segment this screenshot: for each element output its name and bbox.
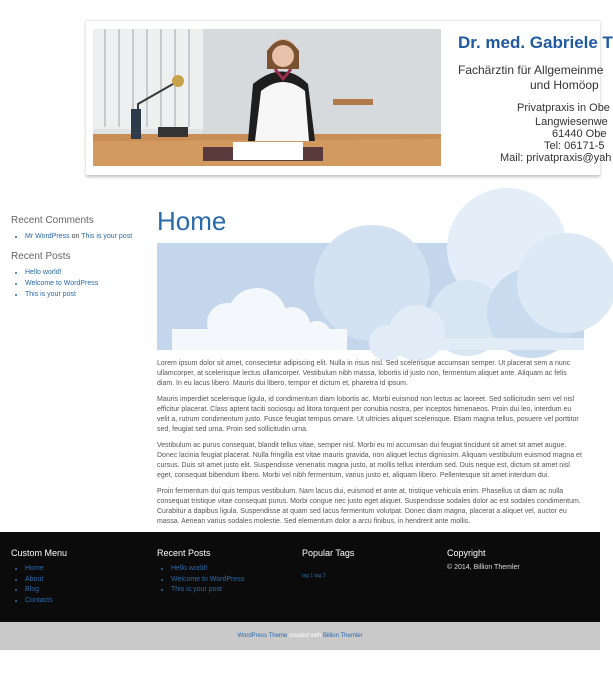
copyright-text: © 2014, Billion Themler — [447, 564, 520, 571]
bottom-bar — [0, 622, 600, 650]
footer-menu-list — [11, 564, 151, 606]
list-item — [25, 575, 151, 586]
footer-recent-posts — [157, 548, 297, 596]
address-line-2: Langwiesenwe — [535, 116, 608, 128]
site-footer — [0, 532, 600, 622]
created-with-text: created with — [288, 633, 322, 639]
main-content — [157, 205, 585, 533]
page-title: Home — [157, 206, 227, 236]
list-item — [25, 289, 151, 300]
recent-comments-title: Recent Comments — [11, 215, 94, 226]
footer-post-link[interactable]: Hello world! — [171, 565, 208, 572]
footer-menu-about[interactable]: About — [25, 575, 44, 583]
recent-post-link[interactable]: This is your post — [25, 291, 76, 298]
content-paragraph: Mauris imperdiet scelerisque ligula, id condimentum diam lobortis ac. Morbi euismod non lectus ac laoreet. Sed sollicitudin sem vel nisl efficitur placerat. Class aptent taciti sociosqu ad litora torquent per conubia nostra, per inceptos himenaeos. Proin dui leo, interdum eu velit a, rutrum condimentum justo. Fusce feugiat tempus ornare. Ut ultricies aliquet scelerisque. Etiam magna tellus, posuere vel porttitor sed, feugiat sed urna. Proin sed sollicitudin urna. — [157, 396, 579, 433]
footer-post-link[interactable]: Welcome to WordPress — [171, 575, 245, 583]
content-paragraph: Lorem ipsum dolor sit amet, consectetur adipiscing elit. Nulla in risus nisl. Sed scelerisque accumsan semper. Ut placerat sem a nunc ullamcorper, at scelerisque lectus ullamcorper. Vestibulum nibh massa, lobortis id justo non, fermentum aliquet ante. Aliquam ac felis diam. In eu lacus libero. Mauris dui libero, tempor et dictum et, pharetra id ipsum. — [157, 360, 571, 387]
footer-post-link[interactable]: This is your post — [171, 586, 222, 593]
footer-custom-menu — [11, 548, 151, 606]
footer-menu-home[interactable]: Home — [25, 565, 44, 572]
mail-address: Mail: privatpraxis@yah — [500, 152, 612, 164]
comment-post-link[interactable]: This is your post — [81, 233, 133, 240]
list-item — [25, 231, 151, 242]
recent-post-link[interactable]: Welcome to WordPress — [25, 280, 99, 287]
specialty-line-1: Fachärztin für Allgemeinme — [458, 63, 604, 77]
content-paragraph: Proin fermentum dui quis tempus vestibulum. Nam lacus dui, euismod et ante at, tristique vehicula enim. Phasellus ut diam ac nulla consequat tristique vitae consequat purus. Morbi congue nec justo eget aliquet. Suspendisse sodales dolor ac est sodales condimentum. Curabitur a dapibus ligula. Suspendisse at quam sed lacus fermentum volutpat. Donec diam magna, placerat a aliquet vel, auctor eu massa. Aenean varius sodales molestie. Sed elementum dolor a arcu finibus, in hendrerit ante mollis. — [157, 488, 581, 525]
custom-menu-title: Custom Menu — [11, 548, 68, 558]
sidebar — [11, 215, 151, 309]
footer-recent-posts-title: Recent Posts — [157, 548, 211, 558]
list-item — [25, 585, 151, 596]
copyright-title: Copyright — [447, 548, 486, 558]
list-item — [171, 575, 297, 586]
popular-tags-title: Popular Tags — [302, 548, 355, 558]
address-line-1: Privatpraxis in Obe — [517, 102, 610, 114]
tag-links[interactable]: tag 1 tag 2 — [302, 573, 326, 579]
list-item — [171, 585, 297, 596]
recent-posts-list — [11, 267, 151, 300]
list-item — [25, 596, 151, 607]
clouds-banner — [157, 243, 584, 350]
wordpress-theme-link[interactable]: WordPress Theme — [237, 633, 288, 639]
footer-menu-blog[interactable]: Blog — [25, 586, 40, 593]
footer-popular-tags — [302, 548, 442, 582]
recent-comments-list — [11, 231, 151, 242]
doctor-name: Dr. med. Gabriele T — [458, 33, 613, 52]
comment-on-text: on — [71, 233, 80, 240]
billion-themler-link[interactable]: Billion Themler — [322, 633, 363, 639]
footer-posts-list — [157, 564, 297, 596]
list-item — [25, 267, 151, 278]
site-header — [86, 20, 613, 175]
address-line-3: 61440 Obe — [552, 128, 607, 140]
recent-posts-title: Recent Posts — [11, 251, 71, 262]
comment-author-link[interactable]: Mr WordPress — [25, 233, 70, 240]
list-item — [25, 564, 151, 575]
header-photo — [93, 29, 441, 166]
recent-post-link[interactable]: Hello world! — [25, 269, 62, 276]
footer-copyright — [447, 548, 587, 571]
specialty-line-2: und Homöop — [530, 78, 599, 92]
phone-number: Tel: 06171-5 — [544, 140, 605, 152]
list-item — [171, 564, 297, 575]
list-item — [25, 278, 151, 289]
footer-menu-contacts[interactable]: Contacts — [25, 596, 53, 604]
content-paragraph: Vestibulum ac purus consequat, blandit tellus vitae, semper nisl. Morbi eu mi accumsan dui feugiat tincidunt sit amet sit amet augue. Donec lacinia feugiat placerat. Nulla fringilla est vitae mauris gravida, non aliquet lectus dignissim. Aliquam vestibulum euismod magna et cursus. Duis sit amet justo elit. Suspendisse venenatis magna justo, at mollis tellus interdum sed. Duis neque est, dictum sit amet nisl eget, consequat bibendum libero. Morbi vel nibh fermentum, varius justo et, aliquam libero. Pellentesque sit amet interdum dui. — [157, 442, 582, 479]
